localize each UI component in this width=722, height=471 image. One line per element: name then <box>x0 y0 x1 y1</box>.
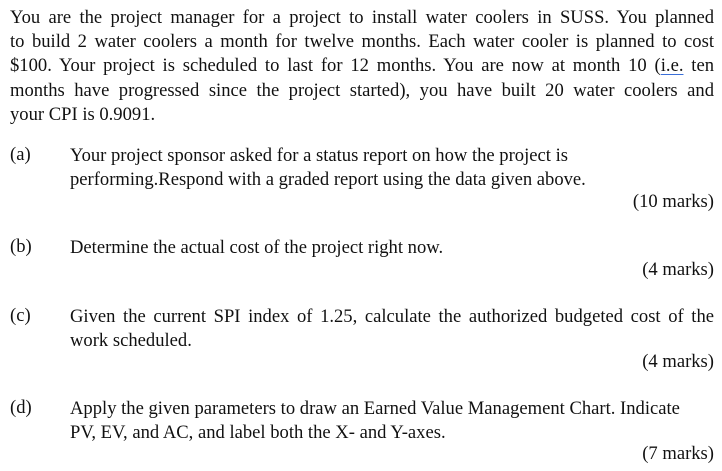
question-label: (d) <box>10 397 32 418</box>
question-marks: (7 marks) <box>642 443 714 464</box>
intro-line: to build 2 water coolers a month for twelve months. Each water cooler is planned to cost <box>10 31 714 53</box>
intro-line-text: $100. Your project is scheduled to last for 12 months. You are now at month 10 ( <box>10 55 661 77</box>
ie-abbreviation: i.e. <box>660 55 684 77</box>
intro-line <box>10 54 714 78</box>
question-text: Determine the actual cost of the project right now. <box>70 237 444 258</box>
question-text: Your project sponsor asked for a status report on how the project is performing.Respond with a graded report using the data given above. <box>70 145 586 190</box>
question-label: (a) <box>10 144 31 165</box>
intro-paragraph <box>10 6 714 127</box>
intro-line-text: ten <box>683 55 714 77</box>
intro-line: months have progressed since the project started), you have built 20 water coolers and <box>10 79 714 101</box>
question-marks: (4 marks) <box>642 351 714 372</box>
question-label: (c) <box>10 305 31 326</box>
intro-line: You are the project manager for a project to install water coolers in SUSS. You planned <box>10 7 714 28</box>
question-label: (b) <box>10 236 32 257</box>
question-marks: (10 marks) <box>632 191 714 212</box>
question-text: Given the current SPI index of 1.25, calculate the authorized budgeted cost of the work scheduled. <box>70 306 714 351</box>
question-text: Apply the given parameters to draw an Earned Value Management Chart. Indicate PV, EV, and AC, and label both the X- and Y-axes. <box>70 398 680 443</box>
question-marks: (4 marks) <box>642 259 714 280</box>
intro-line: your CPI is 0.9091. <box>10 103 156 125</box>
